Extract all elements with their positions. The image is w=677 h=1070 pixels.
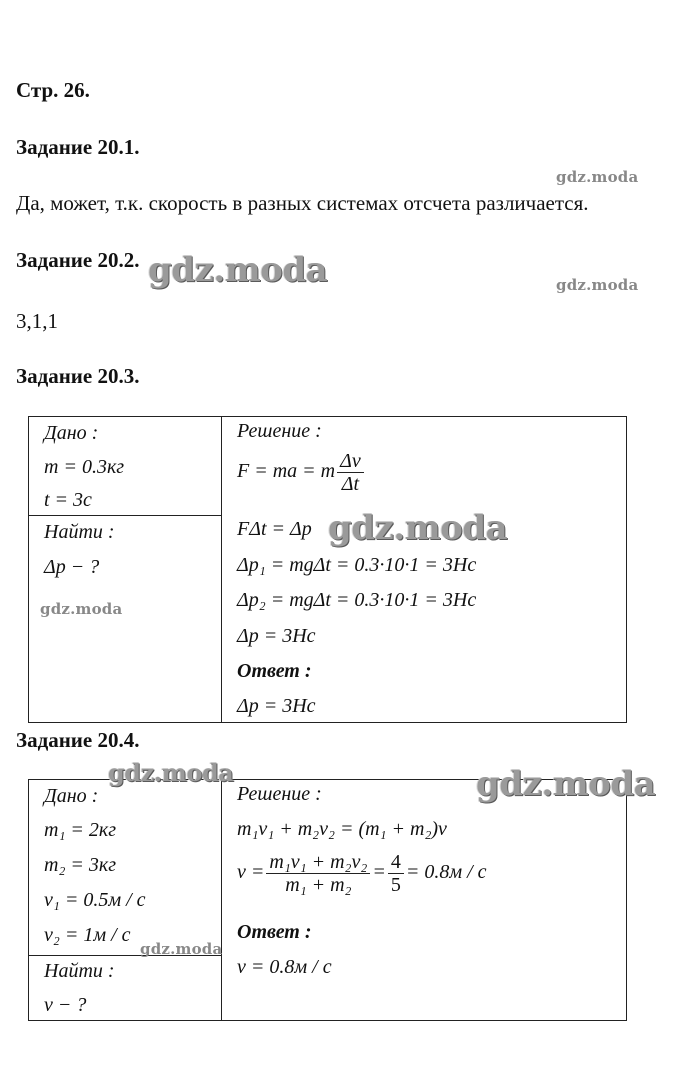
- task-20-3-dp1-eq: Δp₁ = mgΔt = 0.3·10·1 = 3Hc: [237, 554, 477, 576]
- task-20-3-find-label: Найти :: [44, 521, 115, 543]
- task-20-3-dp-eq: Δp = 3Hc: [237, 625, 316, 647]
- task-20-3-solution-label: Решение :: [237, 420, 322, 442]
- task-20-4-answer-label: Ответ :: [237, 921, 312, 943]
- task-20-3-dp2-eq: Δp₂ = mgΔt = 0.3·10·1 = 3Hc: [237, 589, 477, 611]
- page-title: Стр. 26.: [16, 78, 90, 102]
- task-20-3-find-value: Δp − ?: [44, 556, 100, 578]
- force-formula-lhs: F = ma = m: [237, 460, 336, 483]
- watermark-large-1: gdz.moda: [148, 250, 328, 290]
- task-20-2-answer: 3,1,1: [16, 309, 58, 333]
- velocity-number-fraction: [388, 851, 404, 896]
- velocity-formula-lhs: v =: [237, 861, 265, 884]
- task-20-3-column-divider: [221, 416, 222, 722]
- velocity-number-denominator: 5: [390, 874, 401, 896]
- watermark-small-1: gdz.moda: [556, 168, 639, 186]
- task-20-4-given-m2: m₂ = 3кг: [44, 854, 117, 876]
- task-20-2-heading: Задание 20.2.: [16, 248, 140, 272]
- task-20-3-row-divider: [28, 515, 222, 516]
- task-20-3-impulse-eq: FΔt = Δp: [237, 518, 312, 540]
- force-fraction-denominator: Δt: [341, 473, 360, 495]
- watermark-small-3: gdz.moda: [40, 600, 123, 618]
- task-20-1-answer: Да, может, т.к. скорость в разных системах отсчета различается.: [16, 191, 589, 215]
- task-20-4-given-v2: v₂ = 1м / c: [44, 924, 131, 946]
- watermark-large-3: gdz.moda: [476, 764, 656, 804]
- velocity-fraction: [266, 851, 370, 896]
- task-20-4-given-v1: v₁ = 0.5м / c: [44, 889, 146, 911]
- velocity-fraction-numerator: m₁v₁ + m₂v₂: [266, 851, 370, 874]
- task-20-4-velocity-formula: [237, 851, 487, 896]
- task-20-3-given-time: t = 3c: [44, 489, 92, 511]
- force-fraction-numerator: Δv: [337, 450, 364, 473]
- task-20-4-given-m1: m₁ = 2кг: [44, 819, 117, 841]
- task-20-3-heading: Задание 20.3.: [16, 364, 140, 388]
- task-20-4-solution-label: Решение :: [237, 783, 322, 805]
- task-20-4-find-label: Найти :: [44, 960, 115, 982]
- force-fraction: [337, 450, 364, 495]
- task-20-3-given-mass: m = 0.3кг: [44, 456, 125, 478]
- task-20-4-heading: Задание 20.4.: [16, 728, 140, 752]
- task-20-4-column-divider: [221, 779, 222, 1020]
- watermark-small-4: gdz.moda: [140, 940, 223, 958]
- task-20-4-given-label: Дано :: [44, 785, 99, 807]
- task-20-3-answer-label: Ответ :: [237, 660, 312, 682]
- velocity-fraction-denominator: m₁ + m₂: [285, 874, 352, 896]
- task-20-3-given-label: Дано :: [44, 422, 99, 444]
- velocity-equals: =: [372, 861, 386, 884]
- velocity-number-numerator: 4: [388, 851, 404, 874]
- task-20-4-find-value: v − ?: [44, 994, 87, 1016]
- watermark-small-2: gdz.moda: [556, 276, 639, 294]
- watermark-medium-1: gdz.moda: [108, 758, 234, 787]
- watermark-large-2: gdz.moda: [328, 508, 508, 548]
- task-20-3-force-formula: [237, 450, 366, 495]
- task-20-4-momentum-eq: m₁v₁ + m₂v₂ = (m₁ + m₂)v: [237, 818, 447, 840]
- task-20-1-heading: Задание 20.1.: [16, 135, 140, 159]
- velocity-result: = 0.8м / c: [405, 861, 487, 884]
- task-20-4-answer: v = 0.8м / c: [237, 956, 332, 978]
- task-20-3-answer: Δp = 3Hc: [237, 695, 316, 717]
